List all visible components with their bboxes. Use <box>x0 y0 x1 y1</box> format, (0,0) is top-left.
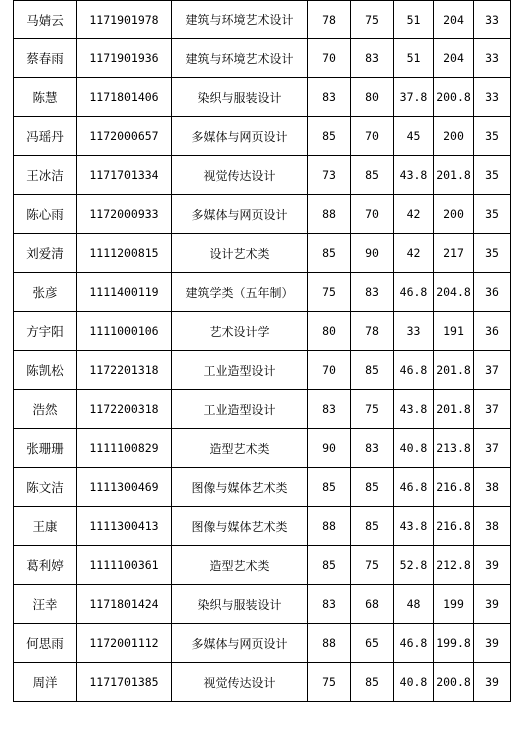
cell-student-id: 1171801406 <box>77 78 172 117</box>
cell-major: 图像与媒体艺术类 <box>172 507 308 546</box>
cell-major: 染织与服装设计 <box>172 585 308 624</box>
cell-student-name: 陈凯松 <box>14 351 77 390</box>
cell-score-1: 88 <box>308 195 351 234</box>
cell-score-3: 42 <box>394 195 434 234</box>
cell-rank: 39 <box>474 663 511 702</box>
cell-rank: 39 <box>474 585 511 624</box>
cell-score-1: 85 <box>308 234 351 273</box>
cell-student-id: 1111200815 <box>77 234 172 273</box>
cell-major: 工业造型设计 <box>172 390 308 429</box>
table-row <box>14 195 511 234</box>
cell-major: 设计艺术类 <box>172 234 308 273</box>
cell-major: 多媒体与网页设计 <box>172 195 308 234</box>
cell-student-name: 浩然 <box>14 390 77 429</box>
cell-score-1: 70 <box>308 351 351 390</box>
cell-total-score: 201.8 <box>434 351 474 390</box>
cell-score-3: 45 <box>394 117 434 156</box>
cell-student-name: 马婧云 <box>14 1 77 39</box>
cell-score-1: 83 <box>308 78 351 117</box>
cell-rank: 33 <box>474 78 511 117</box>
cell-major: 艺术设计学 <box>172 312 308 351</box>
cell-score-1: 83 <box>308 585 351 624</box>
cell-score-1: 85 <box>308 468 351 507</box>
cell-student-id: 1111100361 <box>77 546 172 585</box>
cell-student-name: 何思雨 <box>14 624 77 663</box>
cell-score-2: 85 <box>351 663 394 702</box>
table-row <box>14 351 511 390</box>
cell-rank: 37 <box>474 429 511 468</box>
cell-score-3: 40.8 <box>394 429 434 468</box>
table-row <box>14 312 511 351</box>
cell-score-1: 70 <box>308 39 351 78</box>
cell-major: 多媒体与网页设计 <box>172 624 308 663</box>
cell-score-1: 90 <box>308 429 351 468</box>
cell-score-1: 73 <box>308 156 351 195</box>
cell-score-2: 90 <box>351 234 394 273</box>
cell-student-name: 汪幸 <box>14 585 77 624</box>
cell-student-name: 冯瑶丹 <box>14 117 77 156</box>
cell-student-id: 1172200318 <box>77 390 172 429</box>
cell-score-2: 75 <box>351 390 394 429</box>
cell-rank: 39 <box>474 624 511 663</box>
table-row <box>14 624 511 663</box>
cell-total-score: 204.8 <box>434 273 474 312</box>
cell-student-name: 张彦 <box>14 273 77 312</box>
table-row <box>14 390 511 429</box>
table-row <box>14 507 511 546</box>
cell-score-2: 85 <box>351 468 394 507</box>
cell-total-score: 200 <box>434 117 474 156</box>
cell-rank: 33 <box>474 39 511 78</box>
cell-major: 视觉传达设计 <box>172 156 308 195</box>
cell-score-3: 43.8 <box>394 390 434 429</box>
cell-student-id: 1172201318 <box>77 351 172 390</box>
cell-score-3: 42 <box>394 234 434 273</box>
cell-major: 染织与服装设计 <box>172 78 308 117</box>
cell-score-2: 68 <box>351 585 394 624</box>
cell-score-2: 80 <box>351 78 394 117</box>
cell-rank: 38 <box>474 468 511 507</box>
cell-student-name: 刘爱清 <box>14 234 77 273</box>
table-row <box>14 156 511 195</box>
cell-total-score: 200 <box>434 195 474 234</box>
cell-score-3: 51 <box>394 1 434 39</box>
cell-major: 工业造型设计 <box>172 351 308 390</box>
cell-score-3: 43.8 <box>394 507 434 546</box>
cell-student-name: 葛利婷 <box>14 546 77 585</box>
cell-student-id: 1111100829 <box>77 429 172 468</box>
cell-major: 多媒体与网页设计 <box>172 117 308 156</box>
cell-score-3: 48 <box>394 585 434 624</box>
cell-student-name: 蔡春雨 <box>14 39 77 78</box>
cell-total-score: 201.8 <box>434 390 474 429</box>
cell-student-name: 张珊珊 <box>14 429 77 468</box>
table-row <box>14 546 511 585</box>
cell-student-id: 1111000106 <box>77 312 172 351</box>
cell-score-3: 33 <box>394 312 434 351</box>
cell-score-1: 78 <box>308 1 351 39</box>
table-row <box>14 117 511 156</box>
cell-score-2: 83 <box>351 429 394 468</box>
cell-student-name: 王冰洁 <box>14 156 77 195</box>
cell-total-score: 200.8 <box>434 78 474 117</box>
score-sheet <box>13 0 511 702</box>
cell-student-id: 1172001112 <box>77 624 172 663</box>
cell-student-name: 陈心雨 <box>14 195 77 234</box>
cell-score-2: 83 <box>351 273 394 312</box>
cell-score-3: 46.8 <box>394 273 434 312</box>
cell-score-2: 83 <box>351 39 394 78</box>
cell-total-score: 216.8 <box>434 507 474 546</box>
table-row <box>14 663 511 702</box>
cell-rank: 38 <box>474 507 511 546</box>
cell-score-1: 88 <box>308 507 351 546</box>
cell-rank: 33 <box>474 1 511 39</box>
cell-rank: 36 <box>474 273 511 312</box>
cell-score-2: 85 <box>351 507 394 546</box>
cell-score-3: 43.8 <box>394 156 434 195</box>
cell-student-id: 1171901978 <box>77 1 172 39</box>
cell-major: 建筑与环境艺术设计 <box>172 1 308 39</box>
cell-total-score: 217 <box>434 234 474 273</box>
cell-student-id: 1172000933 <box>77 195 172 234</box>
cell-score-2: 78 <box>351 312 394 351</box>
cell-score-1: 88 <box>308 624 351 663</box>
cell-student-id: 1111300413 <box>77 507 172 546</box>
cell-score-3: 40.8 <box>394 663 434 702</box>
cell-rank: 35 <box>474 195 511 234</box>
cell-major: 视觉传达设计 <box>172 663 308 702</box>
table-row <box>14 273 511 312</box>
cell-score-2: 75 <box>351 1 394 39</box>
cell-total-score: 191 <box>434 312 474 351</box>
cell-score-1: 85 <box>308 546 351 585</box>
cell-student-name: 陈慧 <box>14 78 77 117</box>
cell-student-name: 周洋 <box>14 663 77 702</box>
cell-score-2: 85 <box>351 156 394 195</box>
cell-student-id: 1111400119 <box>77 273 172 312</box>
table-row <box>14 585 511 624</box>
cell-score-1: 80 <box>308 312 351 351</box>
cell-rank: 35 <box>474 234 511 273</box>
cell-score-2: 85 <box>351 351 394 390</box>
cell-rank: 39 <box>474 546 511 585</box>
cell-student-name: 方宇阳 <box>14 312 77 351</box>
cell-score-3: 51 <box>394 39 434 78</box>
cell-major: 建筑学类（五年制） <box>172 273 308 312</box>
cell-rank: 36 <box>474 312 511 351</box>
table-row <box>14 1 511 39</box>
cell-score-3: 46.8 <box>394 351 434 390</box>
table-row <box>14 39 511 78</box>
cell-major: 造型艺术类 <box>172 429 308 468</box>
cell-student-name: 陈文洁 <box>14 468 77 507</box>
cell-score-2: 65 <box>351 624 394 663</box>
cell-score-1: 75 <box>308 663 351 702</box>
cell-total-score: 216.8 <box>434 468 474 507</box>
cell-score-2: 75 <box>351 546 394 585</box>
cell-rank: 37 <box>474 351 511 390</box>
cell-rank: 37 <box>474 390 511 429</box>
cell-total-score: 204 <box>434 1 474 39</box>
cell-score-3: 46.8 <box>394 468 434 507</box>
cell-score-3: 46.8 <box>394 624 434 663</box>
cell-student-name: 王康 <box>14 507 77 546</box>
cell-rank: 35 <box>474 117 511 156</box>
cell-total-score: 199 <box>434 585 474 624</box>
table-row <box>14 468 511 507</box>
cell-score-1: 85 <box>308 117 351 156</box>
cell-student-id: 1171901936 <box>77 39 172 78</box>
cell-student-id: 1171801424 <box>77 585 172 624</box>
cell-major: 图像与媒体艺术类 <box>172 468 308 507</box>
cell-total-score: 200.8 <box>434 663 474 702</box>
cell-student-id: 1171701334 <box>77 156 172 195</box>
score-table <box>13 0 511 702</box>
cell-major: 建筑与环境艺术设计 <box>172 39 308 78</box>
table-row <box>14 234 511 273</box>
cell-total-score: 199.8 <box>434 624 474 663</box>
cell-total-score: 201.8 <box>434 156 474 195</box>
cell-student-id: 1172000657 <box>77 117 172 156</box>
cell-score-2: 70 <box>351 195 394 234</box>
cell-student-id: 1171701385 <box>77 663 172 702</box>
cell-score-3: 37.8 <box>394 78 434 117</box>
cell-major: 造型艺术类 <box>172 546 308 585</box>
cell-total-score: 212.8 <box>434 546 474 585</box>
cell-score-1: 83 <box>308 390 351 429</box>
cell-score-3: 52.8 <box>394 546 434 585</box>
cell-score-1: 75 <box>308 273 351 312</box>
cell-total-score: 213.8 <box>434 429 474 468</box>
table-row <box>14 78 511 117</box>
cell-total-score: 204 <box>434 39 474 78</box>
cell-rank: 35 <box>474 156 511 195</box>
cell-student-id: 1111300469 <box>77 468 172 507</box>
cell-score-2: 70 <box>351 117 394 156</box>
table-body <box>14 1 511 702</box>
table-row <box>14 429 511 468</box>
